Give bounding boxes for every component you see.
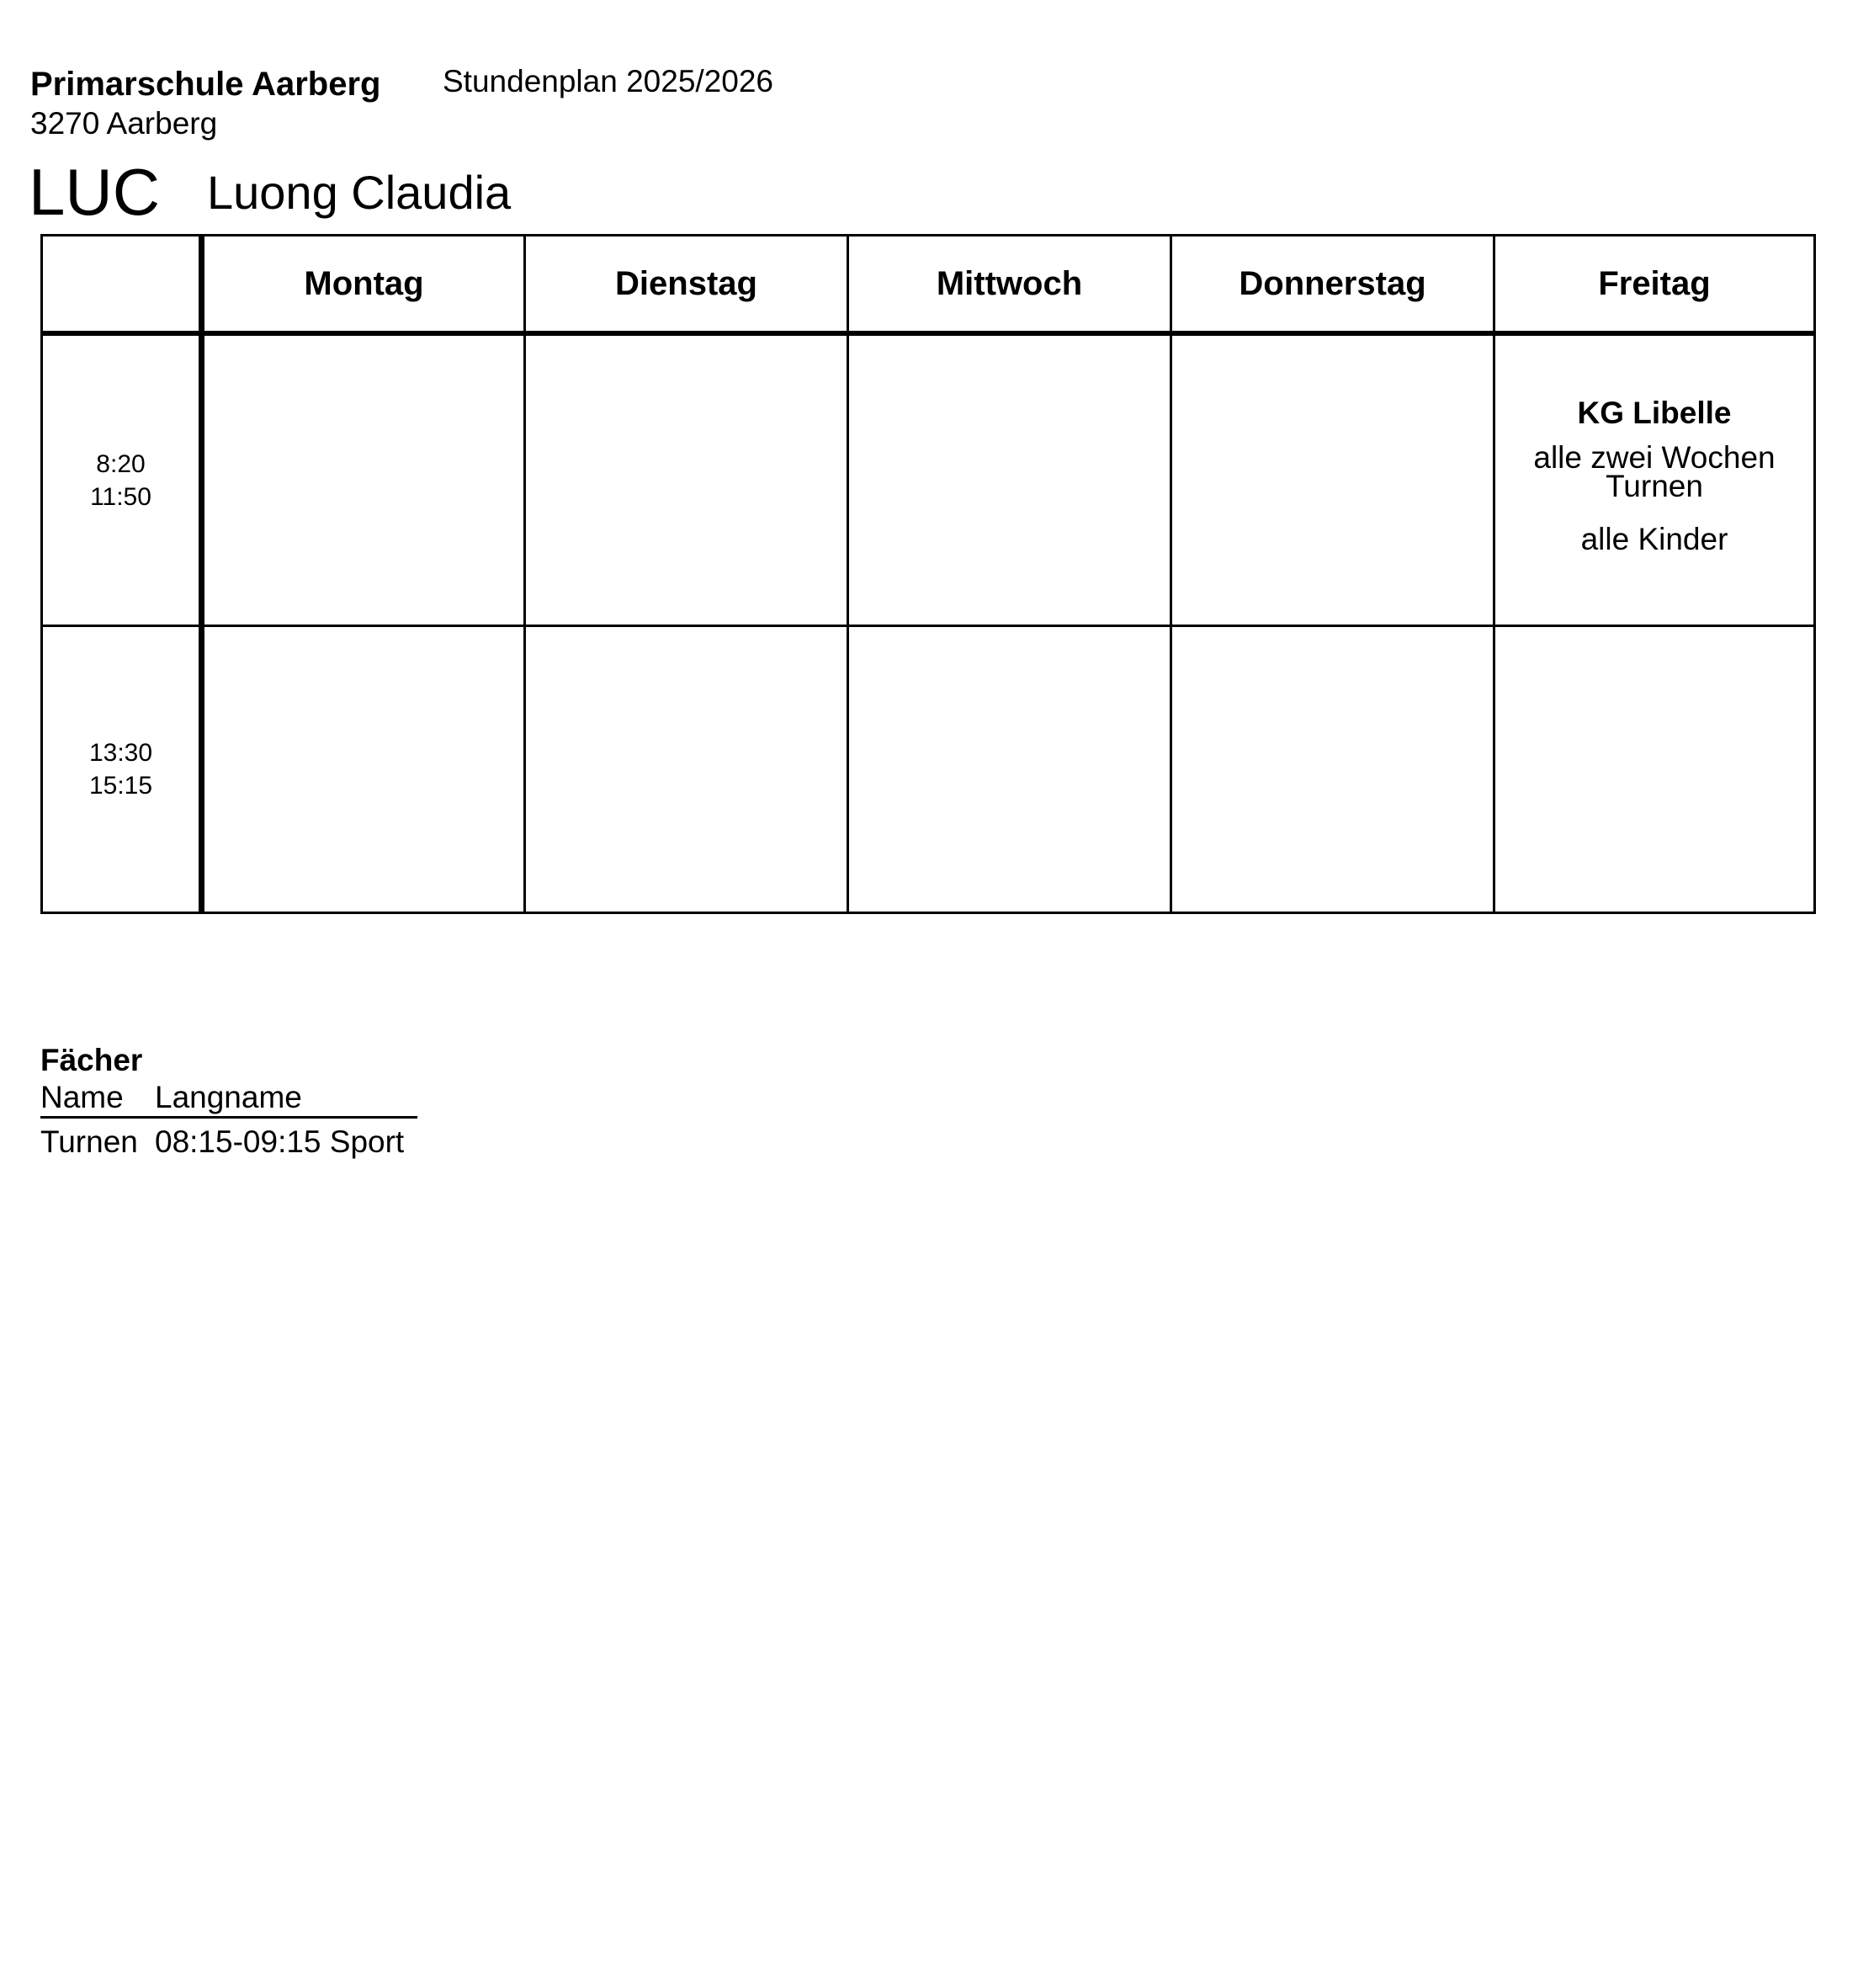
timetable — [40, 234, 1816, 914]
period-end: 15:15 — [88, 772, 153, 800]
school-address: 3270 Aarberg — [30, 106, 218, 141]
period-start: 8:20 — [96, 449, 146, 478]
lesson-group: alle Kinder — [1580, 522, 1728, 556]
period-end: 11:50 — [90, 482, 151, 511]
subject-long-name: 08:15-09:15 Sport — [155, 1124, 405, 1159]
teacher-code: LUC — [29, 155, 161, 229]
column-divider — [1493, 237, 1495, 912]
period-start: 13:30 — [88, 739, 153, 767]
column-header-langname: Langname — [155, 1080, 302, 1114]
day-header-mittwoch: Mittwoch — [936, 265, 1083, 302]
subjects-table-row — [40, 1123, 417, 1161]
period-time-2 — [43, 627, 199, 912]
day-header-montag: Montag — [304, 265, 424, 302]
subject-name: Turnen — [40, 1124, 138, 1159]
teacher-name: Luong Claudia — [207, 166, 512, 219]
plan-title: Stundenplan 2025/2026 — [443, 64, 773, 98]
lesson-subject: Turnen — [1606, 469, 1703, 503]
column-header-name: Name — [40, 1080, 124, 1114]
school-name: Primarschule Aarberg — [30, 66, 381, 103]
time-column-divider — [199, 237, 204, 912]
row-divider — [43, 625, 1813, 627]
lesson-entry[interactable] — [1495, 395, 1813, 556]
column-divider — [523, 237, 526, 912]
header-row-divider — [43, 331, 1813, 336]
day-header-dienstag: Dienstag — [615, 265, 757, 302]
lesson-class-name: KG Libelle — [1577, 396, 1732, 430]
column-divider — [1170, 237, 1172, 912]
lesson-frequency: alle zwei Wochen — [1533, 440, 1776, 475]
column-divider — [847, 237, 849, 912]
subjects-title: Fächer — [40, 1043, 143, 1077]
period-time-1 — [43, 336, 199, 625]
subjects-table-header — [40, 1079, 417, 1119]
day-header-freitag: Freitag — [1598, 265, 1711, 302]
day-header-donnerstag: Donnerstag — [1239, 265, 1426, 302]
